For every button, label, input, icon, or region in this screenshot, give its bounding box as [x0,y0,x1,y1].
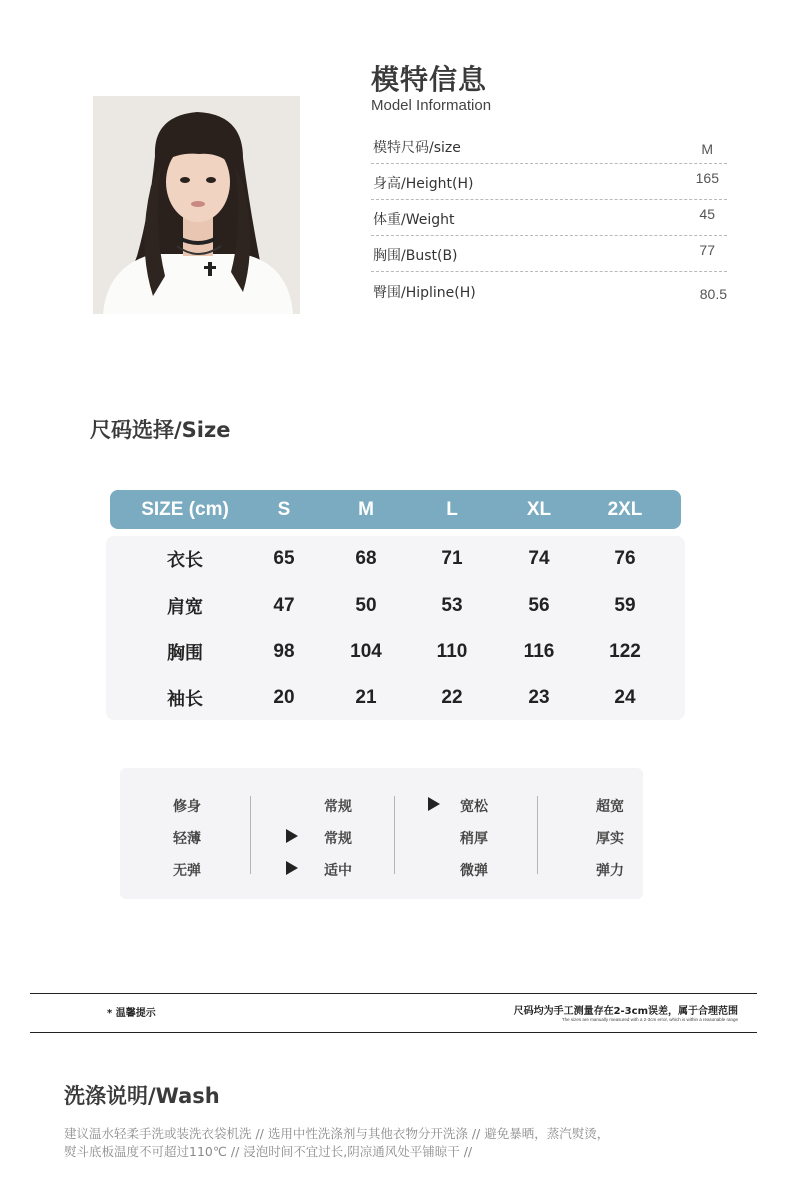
note-measurement-text: 尺码均为手工测量存在2-3cm误差，属于合理范围 [513,1006,738,1017]
size-header-cell: 2XL [607,499,643,520]
wash-section-title: 洗涤说明/Wash [64,1084,220,1108]
model-info-subtitle: Model Information [371,97,492,114]
size-cell: 116 [523,641,555,662]
model-row-value: 80.5 [699,286,727,302]
wash-instruction-line: 建议温水轻柔手洗或装洗衣袋机洗 // 选用中性洗涤剂与其他衣物分开洗涤 // 避免暴晒，蒸汽熨烫， [64,1126,610,1141]
size-cell: 50 [355,595,377,616]
model-row-height [371,164,727,200]
size-cell: 74 [528,548,550,569]
size-cell: 59 [614,595,636,616]
size-table-header [110,490,681,529]
play-arrow-icon [286,861,298,875]
size-row-label: 胸围 [167,643,203,664]
model-row-label: 体重/Weight [373,212,455,228]
feature-fit-option: 常规 [324,799,352,815]
model-row-bust [371,236,727,272]
feature-divider [537,796,538,874]
model-row-value: 77 [699,242,715,258]
size-cell: 68 [355,548,377,569]
size-cell: 110 [436,641,468,662]
size-cell: 47 [273,595,295,616]
size-cell: 53 [441,595,463,616]
size-header-cell: SIZE (cm) [141,499,229,520]
model-photo [93,96,300,314]
size-row-label: 袖长 [167,689,203,710]
model-row-size [371,128,727,164]
model-row-value: 45 [699,206,715,222]
size-cell: 65 [273,548,295,569]
size-header-cell: XL [526,499,552,520]
size-section-title: 尺码选择/Size [90,418,231,442]
play-arrow-icon [428,797,440,811]
size-cell: 20 [273,687,295,708]
feature-elasticity-option: 无弹 [173,863,201,879]
feature-elasticity-option: 微弹 [460,863,488,879]
note-bottom-rule [30,1032,757,1033]
size-cell: 23 [528,687,550,708]
size-cell: 71 [441,548,463,569]
size-cell: 122 [609,641,641,662]
model-row-hipline [371,272,727,308]
wash-instruction-line: 熨斗底板温度不可超过110℃ // 浸泡时间不宜过长,阴凉通风处平铺晾干 // [64,1144,473,1159]
size-header-cell: M [358,499,374,520]
size-table-body [106,536,685,720]
model-row-label: 胸围/Bust(B) [373,248,458,264]
size-cell: 56 [528,595,550,616]
feature-elasticity-option: 弹力 [596,863,624,879]
feature-thickness-option: 厚实 [596,831,624,847]
size-cell: 76 [614,548,636,569]
model-row-label: 身高/Height(H) [373,176,474,192]
note-top-rule [30,993,757,994]
feature-divider [250,796,251,874]
note-measurement-subtext: The sizes are manually measured with a 2-3cm error, which is within a reasonable range [561,1017,738,1022]
model-info-table [371,128,731,308]
feature-fit-option-selected: 宽松 [460,799,488,815]
size-cell: 22 [441,687,463,708]
feature-divider [394,796,395,874]
size-header-cell: L [446,499,458,520]
feature-thickness-option-selected: 常规 [324,831,352,847]
model-row-weight [371,200,727,236]
model-info-title: 模特信息 [371,63,488,96]
model-row-label: 臀围/Hipline(H) [373,285,476,301]
feature-elasticity-option-selected: 适中 [324,863,352,879]
size-cell: 21 [355,687,377,708]
size-cell: 98 [273,641,295,662]
feature-fit-option: 超宽 [596,799,624,815]
size-cell: 24 [614,687,636,708]
size-row-label: 肩宽 [167,597,203,618]
note-tip-label: * 温馨提示 [107,1008,156,1019]
size-cell: 104 [350,641,382,662]
model-row-value: 165 [695,170,719,186]
model-row-value: M [701,141,713,157]
model-row-label: 模特尺码/size [373,140,461,156]
feature-thickness-option: 稍厚 [460,831,488,847]
feature-thickness-option: 轻薄 [173,831,201,847]
size-row-label: 衣长 [167,550,203,571]
size-header-cell: S [277,499,291,520]
feature-fit-option: 修身 [173,799,201,815]
play-arrow-icon [286,829,298,843]
